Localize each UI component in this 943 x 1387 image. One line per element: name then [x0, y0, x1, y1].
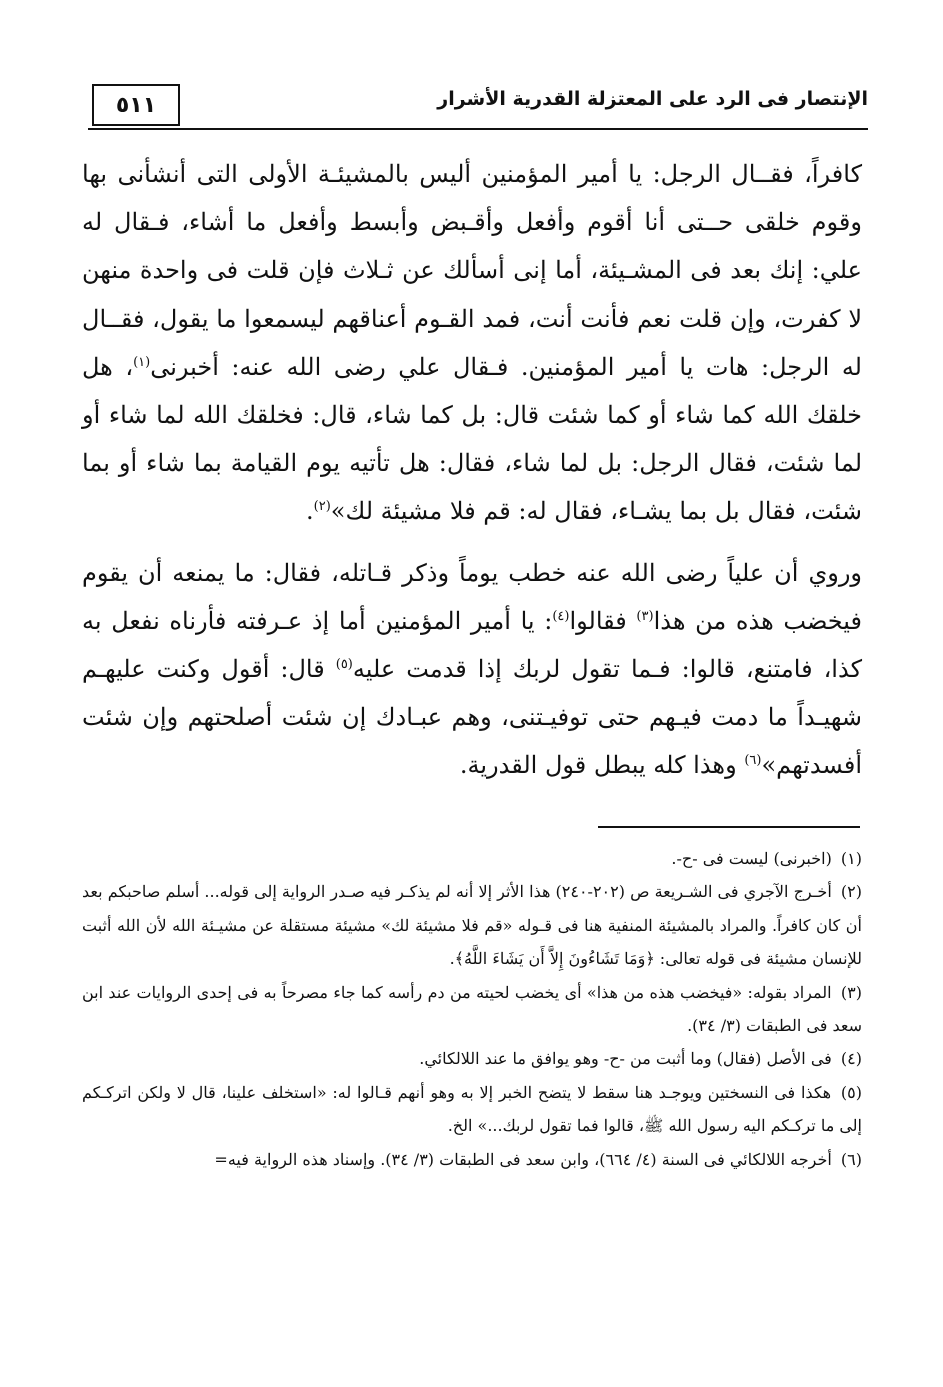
paragraph-1 [82, 150, 862, 536]
footnote-5 [82, 1076, 862, 1143]
footnote-3 [82, 976, 862, 1043]
paragraph-text: . [306, 497, 314, 526]
paragraph-text: فقالوا [569, 606, 637, 635]
footnote-number: (٣) [840, 982, 862, 1002]
footnote-ref: (٣) [636, 608, 654, 624]
footnote-2 [82, 875, 862, 975]
main-text [82, 150, 862, 790]
footnote-text: أخرجه اللالكائي فى السنة (٤/ ٦٦٤)، وابن سعد فى الطبقات (٣/ ٣٤). وإسناد هذه الرواية فيه= [214, 1149, 832, 1169]
footnote-ref: (٦) [744, 753, 762, 769]
footnote-ref: (٢) [313, 499, 331, 515]
footnote-4 [82, 1042, 862, 1075]
footnote-number: (٥) [840, 1082, 863, 1102]
footnote-text: فى الأصل (فقال) وما أثبت من -ح- وهو يوافق ما عند اللالكائي. [419, 1049, 832, 1069]
footnote-text: أخـرج الآجري فى الشـريعة ص (٢٠٢-٢٤٠) هذا الأثر إلا أنه لم يذكـر فيه صـدر الرواية إلى قوله... أسلم صاحبكم بعد أن كان كافراً. والمراد بالمشيئة المنفية هنا فى قـوله «قم فلا مشيئة لك» مشيئة مستقلة عن مشيـئة الله لأن الله أثبت للإنسان مشيئة فى قوله تعالى: ﴿وَمَا تَشَاءُونَ إِلاَّ أَن يَشَاءَ اللَّهُ﴾. [82, 882, 862, 969]
running-title: الإنتصار فى الرد على المعتزلة القدرية الأشرار [437, 88, 868, 110]
page-number: ٥١١ [92, 84, 180, 126]
footnote-text: (اخبرنى) ليست فى -ح-. [671, 849, 832, 868]
footnote-ref: (١) [133, 354, 151, 370]
paragraph-2 [82, 549, 862, 790]
footnote-text: المراد بقوله: «فيخضب هذه من هذا» أى يخضب لحيته من دم رأسه كما جاء مصرحاً به فى إحدى الروايات عند ابن سعد فى الطبقات (٣/ ٣٤). [82, 982, 862, 1036]
footnote-number: (١) [840, 849, 862, 868]
paragraph-text: كافراً، فقــال الرجل: يا أمير المؤمنين أليس بالمشيئـة الأولى التى أنشأنى بها وقوم خلقى حــتى أنا أقوم وأفعل وأقـبض وأبسط وأفعل ما أشاء، فـقال له علي: إنك بعد فى المشـيئة، أما إنى أسألك عن ثـلاث فإن قلت فى واحدة منهن لا كفرت، وإن قلت نعم فأنت أنت، فمد القـوم أعناقهم ليسمعوا ما يقول، فقــال له الرجل: هات يا أمير المؤمنين. فـقال علي رضى الله عنه: أخبرنى [82, 160, 863, 381]
footnote-1 [82, 842, 862, 875]
paragraph-text: وهذا كله يبطل قول القدرية. [459, 751, 745, 780]
paragraph-text: وروي أن علياً رضى الله عنه خطب يوماً وذكر قـاتله، فقال: ما يمنعه أن يقوم فيخضب هذه من هذا [82, 558, 862, 635]
footnote-separator [598, 826, 860, 828]
paragraph-text: ، هل خلقك الله كما شاء أو كما شئت قال: بل كما شاء، قال: فخلقك الله لما شاء أو لما شئت، فقال الرجل: بل لما شاء، فقال: هل تأتيه يوم القيامة بما شاء أو بما شئت، فقال بل بما يشـاء، فقال له: قم فلا مشيئة لك» [82, 352, 863, 526]
paragraph-text: : يا أمير المؤمنين أما إذ عـرفته فأرناه نفعل به كذا، فامتنع، قالوا: فـما تقول لربك إذا قدمت عليه [82, 606, 862, 684]
footnote-number: (٦) [840, 1149, 862, 1169]
footnote-6 [82, 1143, 862, 1176]
footnote-number: (٤) [840, 1049, 862, 1069]
footnote-ref: (٤) [552, 608, 570, 624]
page-header [88, 78, 868, 140]
footnote-text: هكذا فى النسختين ويوجـد هنا سقط لا يتضح الخبر إلا به وهو أنهم قـالوا له: «استخلف علينا، قال لا ولكن اتركـكم إلى ما تركـكم اليه رسول الله ﷺ، قالوا فما تقول لربك...» الخ. [82, 1082, 862, 1136]
header-rule [88, 128, 868, 130]
footnote-ref: (٥) [335, 657, 353, 673]
footnote-number: (٢) [840, 882, 862, 902]
paragraph-text: قال: أقول وكنت عليهـم شهيـداً ما دمت فيـهم حتى توفيـتنى، وهم عبـادك إن شئت أصلحتهم وإن شئت أفسدتهم» [82, 655, 862, 780]
footnotes [82, 842, 862, 1176]
